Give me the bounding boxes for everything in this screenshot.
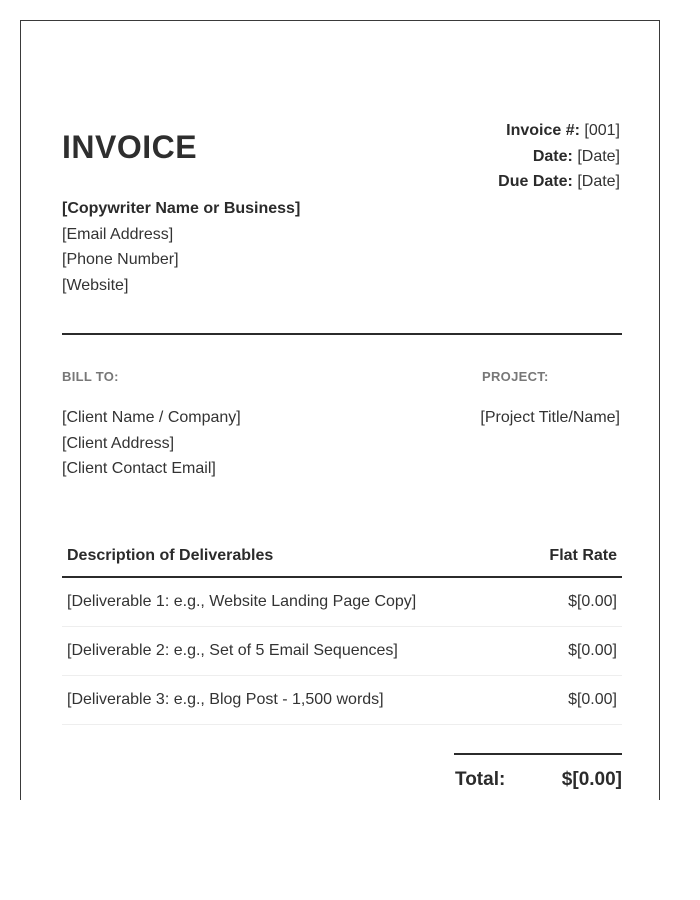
sender-name: [Copywriter Name or Business] [62,200,301,217]
deliverable-description: [Deliverable 3: e.g., Blog Post - 1,500 words] [62,676,523,725]
client-info [62,405,241,482]
project-title: [Project Title/Name] [480,409,620,426]
client-name: [Client Name / Company] [62,409,241,426]
table-row [62,577,622,627]
header-divider [62,333,622,335]
invoice-page [20,20,660,800]
bill-to-label: BILL TO: [62,369,119,384]
invoice-date-label: Date: [532,147,573,165]
total-value: $[0.00] [561,769,622,790]
description-column-header: Description of Deliverables [62,538,523,577]
table-header-row [62,538,622,577]
deliverable-rate: $[0.00] [523,627,622,676]
deliverable-description: [Deliverable 2: e.g., Set of 5 Email Sequences] [62,627,523,676]
invoice-due-date-row [498,169,620,195]
invoice-date-value: [Date] [577,147,620,165]
deliverable-description: [Deliverable 1: e.g., Website Landing Page Copy] [62,577,523,627]
sender-phone: [Phone Number] [62,251,179,268]
invoice-number-label: Invoice #: [506,122,580,139]
deliverables-table [62,538,622,725]
invoice-date-row [498,144,620,170]
sender-email: [Email Address] [62,225,174,243]
deliverable-rate: $[0.00] [523,577,622,627]
invoice-number-value: [001] [584,122,620,139]
invoice-due-date-label: Due Date: [498,173,573,190]
table-row [62,676,622,725]
client-email: [Client Contact Email] [62,460,216,477]
project-info [480,405,620,431]
invoice-number-row [498,118,620,144]
deliverable-rate: $[0.00] [523,676,622,725]
invoice-meta [498,118,620,195]
rate-column-header: Flat Rate [523,538,622,577]
table-row [62,627,622,676]
total-label: Total: [455,769,506,790]
total-divider [454,753,622,755]
sender-info [62,196,300,298]
sender-website: [Website] [62,276,129,294]
invoice-title: INVOICE [62,129,198,165]
project-label: PROJECT: [482,369,549,384]
invoice-due-date-value: [Date] [577,173,620,190]
client-address: [Client Address] [62,434,175,452]
